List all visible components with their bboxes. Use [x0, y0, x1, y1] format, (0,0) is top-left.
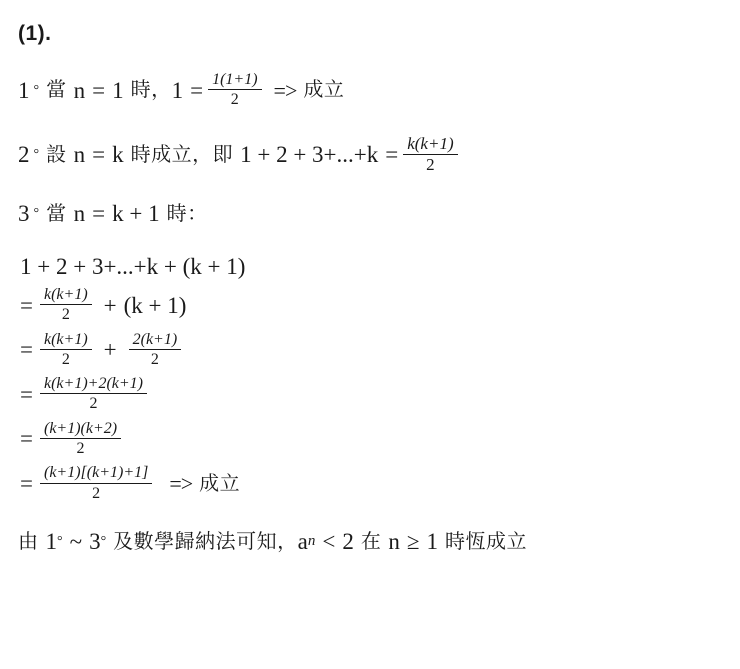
derivation-fraction-4-numerator: k(k+1)+2(k+1) — [43, 375, 143, 393]
derivation-plus-3: + — [103, 337, 117, 363]
step-2-var-k: k — [112, 142, 124, 168]
conclusion-line — [18, 529, 724, 555]
derivation-line-6 — [20, 465, 724, 503]
derivation-fraction-5-denominator: 2 — [40, 438, 121, 457]
conclusion-less-than: < — [322, 528, 336, 554]
derivation-fraction-3a-numerator: k(k+1) — [43, 330, 88, 348]
conclusion-ge: ≥ — [406, 528, 420, 554]
conclusion-tilde: ~ — [69, 528, 83, 554]
step-3-time-label: 時： — [166, 202, 208, 225]
conclusion-sequence-symbol: a — [297, 528, 308, 554]
conclusion-suffix: 時恆成立 — [445, 530, 527, 553]
conclusion-step-three: 3 — [89, 528, 101, 554]
step-1-number: 1 — [18, 77, 30, 103]
step-3-degree-icon: ° — [33, 206, 40, 222]
derivation-tail-2: (k + 1) — [123, 292, 187, 318]
step-1-var-n: n — [73, 77, 86, 103]
derivation-implies: => — [169, 471, 193, 497]
conclusion-sequence-subscript: n — [307, 533, 316, 550]
conclusion-one-bound: 1 — [426, 528, 438, 554]
step-1-equals-2: = — [190, 77, 204, 103]
conclusion-at-label: 在 — [360, 530, 382, 553]
step-2-series: 1 + 2 + 3+...+k — [240, 142, 379, 168]
step-1-degree-icon: ° — [33, 82, 40, 98]
derivation-block — [18, 254, 724, 503]
step-3-when-label: 當 — [46, 202, 67, 225]
step-1-fraction-denominator: 2 — [208, 89, 261, 108]
step-2-degree-icon: ° — [33, 147, 40, 163]
derivation-fraction-5 — [40, 420, 121, 458]
step-1-implies: => — [273, 78, 297, 104]
step-2-fraction-numerator: k(k+1) — [407, 133, 454, 153]
derivation-fraction-3a — [40, 331, 92, 369]
derivation-line-3 — [20, 332, 724, 370]
derivation-fraction-2-denominator: 2 — [40, 304, 92, 323]
conclusion-degree-icon-2: ° — [100, 533, 107, 549]
conclusion-middle-text: 及數學歸納法可知， — [113, 530, 298, 553]
conclusion-degree-icon-1: ° — [57, 533, 63, 549]
derivation-line-2 — [20, 287, 724, 325]
derivation-fraction-2 — [40, 286, 92, 324]
derivation-fraction-6-denominator: 2 — [40, 483, 152, 502]
derivation-line-4 — [20, 376, 724, 414]
step-2-holds-label: 時成立，即 — [130, 143, 234, 166]
step-3-var-n: n — [73, 201, 86, 227]
derivation-fraction-3b — [129, 331, 182, 369]
conclusion-step-one: 1 — [45, 528, 57, 554]
derivation-fraction-4 — [40, 375, 147, 413]
derivation-equals-2: = — [20, 292, 33, 318]
derivation-expression: 1 + 2 + 3+...+k + (k + 1) — [20, 253, 246, 279]
step-1-time-label: 時， — [130, 79, 172, 102]
derivation-fraction-2-numerator: k(k+1) — [43, 286, 88, 304]
derivation-fraction-3b-numerator: 2(k+1) — [132, 330, 178, 348]
conclusion-var-n: n — [388, 528, 400, 554]
step-1-when-label: 當 — [46, 79, 67, 102]
derivation-line-1 — [20, 254, 724, 280]
step-1-lhs: 1 — [171, 77, 184, 103]
step-2-equals-2: = — [385, 142, 399, 168]
proof-step-2 — [18, 133, 724, 176]
derivation-fraction-4-denominator: 2 — [40, 393, 147, 412]
derivation-fraction-6 — [40, 464, 152, 502]
step-3-equals: = — [92, 201, 106, 227]
step-1-fraction — [208, 71, 261, 109]
step-2-fraction-denominator: 2 — [403, 154, 457, 174]
step-1-one: 1 — [112, 77, 124, 103]
step-2-equals: = — [92, 142, 106, 168]
derivation-fraction-6-numerator: (k+1)[(k+1)+1] — [43, 464, 149, 482]
step-3-number: 3 — [18, 201, 30, 227]
derivation-equals-6: = — [20, 470, 33, 496]
derivation-equals-5: = — [20, 426, 33, 452]
proof-step-3 — [18, 201, 724, 227]
page-title: (1). — [18, 22, 52, 45]
derivation-fraction-3b-denominator: 2 — [129, 349, 182, 368]
step-3-expr: k + 1 — [112, 201, 160, 227]
conclusion-prefix: 由 — [18, 530, 39, 553]
derivation-fraction-5-numerator: (k+1)(k+2) — [43, 419, 118, 437]
derivation-equals-4: = — [20, 381, 33, 407]
step-2-var-n: n — [73, 142, 86, 168]
step-2-assume-label: 設 — [46, 143, 67, 166]
derivation-fraction-3a-denominator: 2 — [40, 349, 92, 368]
proof-step-1 — [18, 72, 724, 110]
step-1-fraction-numerator: 1(1+1) — [212, 71, 258, 88]
step-1-equals: = — [92, 77, 106, 103]
step-2-fraction — [403, 135, 457, 175]
derivation-line-5 — [20, 421, 724, 459]
derivation-plus-2: + — [103, 292, 117, 318]
derivation-equals-3: = — [20, 337, 33, 363]
step-1-holds-label: 成立 — [303, 79, 345, 102]
conclusion-two: 2 — [342, 528, 354, 554]
step-2-number: 2 — [18, 142, 30, 168]
derivation-holds-label: 成立 — [199, 472, 241, 495]
